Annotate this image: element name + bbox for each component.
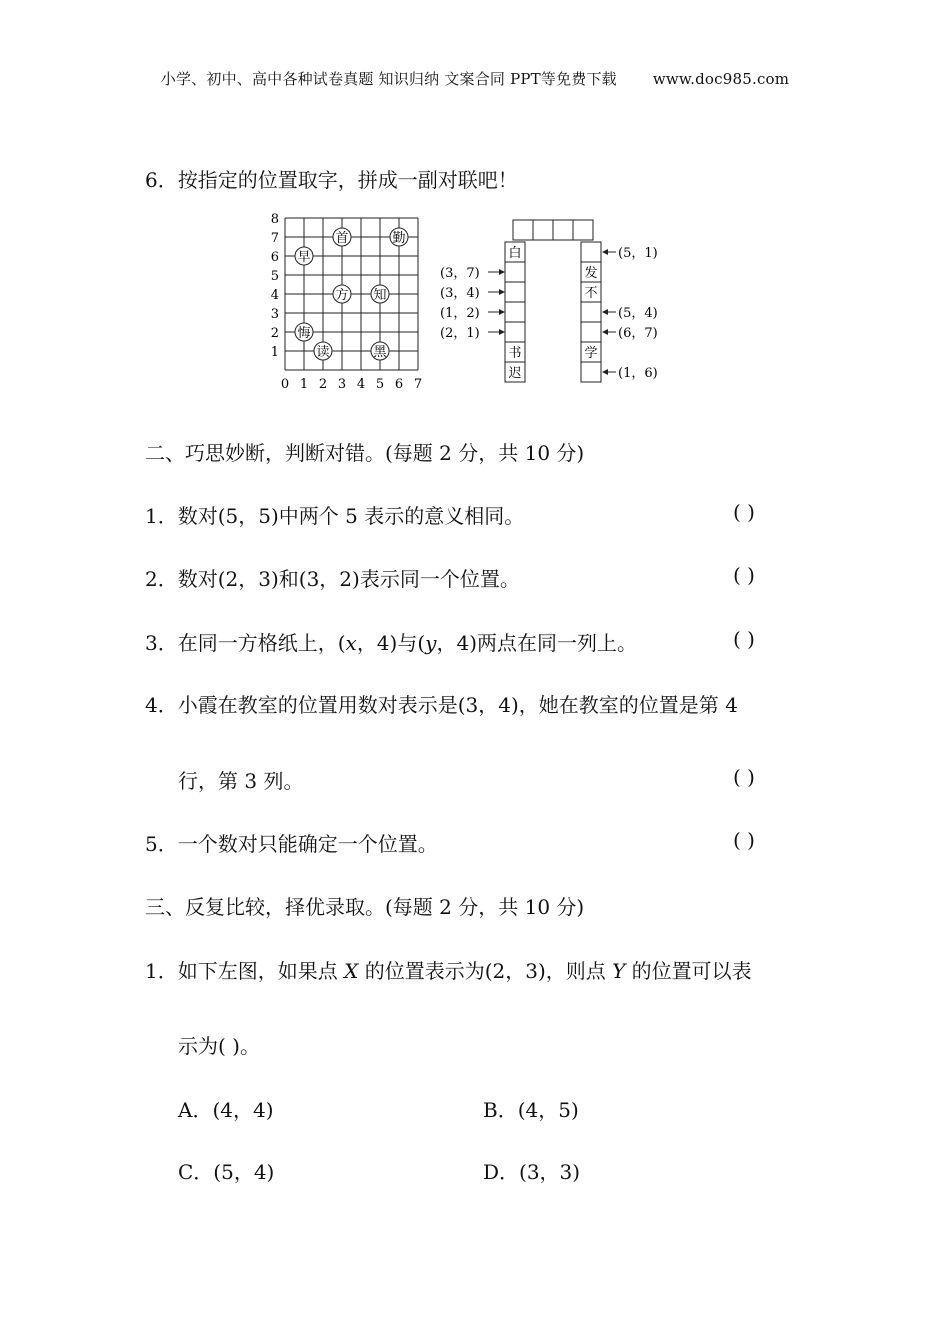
x-tick-label: 2 — [318, 377, 328, 392]
y-tick-label: 4 — [270, 288, 279, 303]
s2-q4-answer[interactable]: ( ) — [733, 765, 755, 789]
s2-q4-line1: 4．小霞在教室的位置用数对表示是(3，4)，她在教室的位置是第 4 — [145, 693, 738, 717]
char-label: 早 — [297, 250, 311, 265]
couplet-figure — [270, 212, 690, 397]
char-label: 方 — [335, 288, 349, 303]
x-tick-label: 4 — [356, 377, 366, 392]
left-arrow-head — [499, 289, 505, 295]
s2-q3 — [145, 627, 637, 656]
y-tick-label: 7 — [270, 231, 279, 246]
right-box-char: 不 — [584, 286, 598, 301]
s2-q3-answer[interactable]: ( ) — [733, 627, 755, 651]
right-box — [581, 362, 601, 382]
s2-q3-part-c: ，4)两点在同一列上。 — [436, 631, 637, 655]
char-label: 知 — [373, 288, 387, 303]
s3-q1-line2: 示为( )。 — [178, 1034, 260, 1058]
right-arrow-head — [602, 369, 608, 375]
section3-title: 三、反复比较，择优录取。(每题 2 分，共 10 分) — [145, 895, 585, 919]
right-coord-label: (5，1) — [618, 246, 658, 261]
s2-q3-part-a: 3．在同一方格纸上，( — [145, 631, 346, 655]
top-box — [513, 220, 533, 240]
var-x: x — [345, 631, 357, 655]
q6-figure — [270, 212, 690, 401]
page-header — [0, 68, 950, 89]
var-X: X — [344, 959, 359, 983]
y-tick-label: 1 — [270, 345, 279, 360]
s2-q4-line2: 行，第 3 列。 — [178, 769, 304, 793]
q6-text: 6．按指定的位置取字，拼成一副对联吧！ — [145, 168, 518, 192]
header-url: www.doc985.com — [652, 70, 790, 88]
left-arrow-head — [499, 309, 505, 315]
y-tick-label: 3 — [270, 307, 279, 322]
left-coord-label: (1，2) — [440, 306, 480, 321]
var-Y: Y — [612, 959, 626, 983]
right-arrow-head — [602, 329, 608, 335]
top-box — [553, 220, 573, 240]
s2-q5-answer[interactable]: ( ) — [733, 828, 755, 852]
coordinate-grid — [271, 212, 422, 392]
left-coord-label: (3，4) — [440, 286, 480, 301]
right-box-char: 发 — [584, 266, 598, 281]
y-tick-label: 6 — [270, 250, 279, 265]
right-coord-label: (1，6) — [618, 366, 658, 381]
left-box — [505, 302, 525, 322]
x-tick-label: 1 — [299, 377, 309, 392]
top-box — [573, 220, 593, 240]
y-tick-label: 2 — [270, 326, 279, 341]
option-a[interactable]: A．(4，4) — [178, 1098, 274, 1122]
x-tick-label: 3 — [337, 377, 347, 392]
s2-q1-answer[interactable]: ( ) — [733, 500, 755, 524]
left-box — [505, 322, 525, 342]
x-tick-label: 5 — [375, 377, 385, 392]
y-tick-label: 5 — [270, 269, 279, 284]
right-box — [581, 242, 601, 262]
left-arrow-head — [499, 329, 505, 335]
char-label: 悔 — [297, 326, 311, 341]
right-arrow-head — [602, 249, 608, 255]
char-label: 勤 — [392, 231, 406, 246]
s3-q1-line1 — [145, 955, 752, 984]
top-box — [533, 220, 553, 240]
left-box — [505, 262, 525, 282]
s2-q3-part-b: ，4)与( — [356, 631, 426, 655]
option-b[interactable]: B．(4，5) — [483, 1098, 579, 1122]
left-box — [505, 282, 525, 302]
right-box — [581, 322, 601, 342]
left-arrow-head — [499, 269, 505, 275]
x-tick-label: 0 — [280, 377, 290, 392]
section2-title: 二、巧思妙断，判断对错。(每题 2 分，共 10 分) — [145, 441, 585, 465]
left-box-char: 书 — [508, 346, 522, 361]
right-box-char: 学 — [584, 346, 598, 361]
right-coord-label: (6，7) — [618, 326, 658, 341]
s3-q1-part-a: 1．如下左图，如果点 — [145, 959, 345, 983]
x-tick-label: 7 — [413, 377, 423, 392]
y-tick-label: 8 — [270, 212, 279, 227]
s2-q2: 2．数对(2，3)和(3，2)表示同一个位置。 — [145, 567, 520, 591]
right-box — [581, 302, 601, 322]
left-box-char: 迟 — [508, 366, 522, 381]
left-coord-label: (2，1) — [440, 326, 480, 341]
s2-q2-answer[interactable]: ( ) — [733, 563, 755, 587]
x-tick-label: 6 — [394, 377, 404, 392]
option-d[interactable]: D．(3，3) — [483, 1160, 581, 1184]
var-y: y — [425, 631, 437, 655]
right-arrow-head — [602, 309, 608, 315]
right-coord-label: (5，4) — [618, 306, 658, 321]
left-box-char: 白 — [508, 246, 522, 261]
left-coord-label: (3，7) — [440, 266, 480, 281]
char-label: 首 — [335, 231, 349, 246]
s2-q5: 5．一个数对只能确定一个位置。 — [145, 832, 438, 856]
char-label: 读 — [316, 345, 330, 360]
s2-q1: 1．数对(5，5)中两个 5 表示的意义相同。 — [145, 504, 525, 528]
couplet-boxes — [440, 220, 658, 382]
char-label: 黑 — [373, 345, 387, 360]
option-c[interactable]: C．(5，4) — [178, 1160, 275, 1184]
s3-q1-part-c: 的位置可以表 — [625, 959, 752, 983]
header-text: 小学、初中、高中各种试卷真题 知识归纳 文案合同 PPT等免费下载 — [160, 70, 617, 88]
s3-q1-part-b: 的位置表示为(2，3)，则点 — [358, 959, 613, 983]
